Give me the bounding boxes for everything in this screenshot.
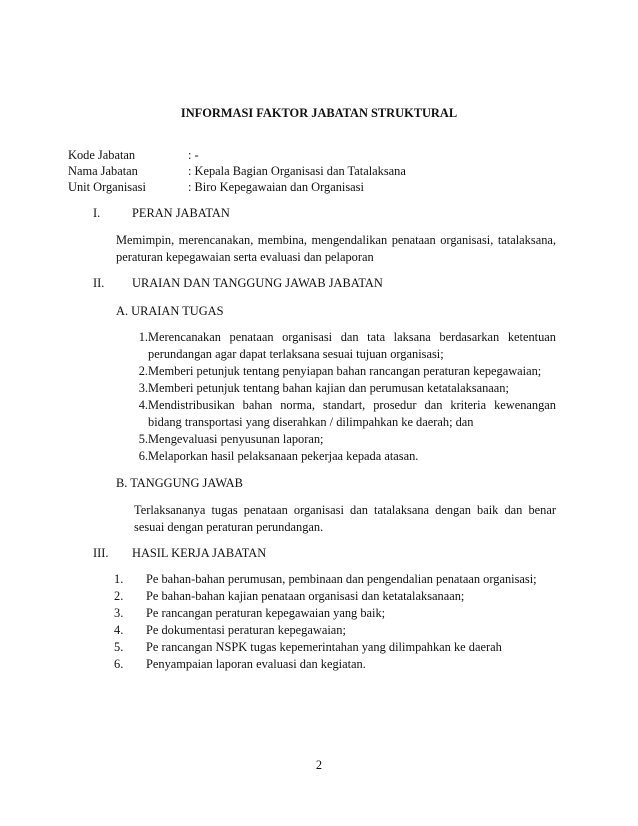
meta-value-nama-jabatan: : Kepala Bagian Organisasi dan Tatalaksana: [188, 164, 406, 178]
task-line: Mendistribusikan bahan norma, standart, prosedur dan kriteria kewenangan: [148, 398, 556, 412]
result-item: Pe rancangan NSPK tugas kepemerintahan yang dilimpahkan ke daerah: [146, 640, 502, 654]
section-1-number: I.: [93, 206, 101, 220]
subsection-b-paragraph: [134, 502, 556, 536]
result-item: Pe bahan-bahan perumusan, pembinaan dan pengendalian penataan organisasi;: [146, 572, 537, 586]
result-number: 3.: [114, 606, 124, 620]
meta-label-nama-jabatan: Nama Jabatan: [68, 164, 138, 178]
task-number: 6.: [138, 449, 148, 463]
task-number: 2.: [138, 364, 148, 378]
section-3-number: III.: [93, 546, 109, 560]
paragraph-line: sesuai dengan peraturan perundangan.: [134, 520, 324, 534]
task-item: [148, 398, 556, 432]
task-line: Melaporkan hasil pelaksanaan pekerjaa kepada atasan.: [148, 449, 419, 463]
paragraph-line: Terlaksananya tugas penataan organisasi dan tatalaksana dengan baik dan benar: [134, 503, 556, 517]
section-1-paragraph: [116, 232, 556, 266]
result-number: 4.: [114, 623, 124, 637]
task-number: 4.: [138, 398, 148, 412]
task-number: 1.: [138, 330, 148, 344]
section-2-number: II.: [93, 276, 105, 290]
section-1-title: PERAN JABATAN: [132, 206, 230, 220]
task-number: 3.: [138, 381, 148, 395]
page-number: 2: [315, 758, 323, 772]
meta-label-unit-organisasi: Unit Organisasi: [68, 180, 146, 194]
task-line: Mengevaluasi penyusunan laporan;: [148, 432, 324, 446]
task-item: [148, 330, 556, 364]
result-number: 5.: [114, 640, 124, 654]
result-item: Pe dokumentasi peraturan kepegawaian;: [146, 623, 346, 637]
paragraph-line: Memimpin, merencanakan, membina, mengendalikan penataan organisasi, tatalaksana,: [116, 233, 556, 247]
task-line: perundangan agar dapat terlaksana sesuai tujuan organisasi;: [148, 347, 444, 361]
subsection-a-title: A. URAIAN TUGAS: [116, 304, 224, 318]
section-3-title: HASIL KERJA JABATAN: [132, 546, 267, 560]
task-line: Memberi petunjuk tentang bahan kajian dan perumusan ketatalaksanaan;: [148, 381, 509, 395]
task-item: [148, 381, 556, 398]
result-item: Pe bahan-bahan kajian penataan organisasi dan ketatalaksanaan;: [146, 589, 465, 603]
meta-value-unit-organisasi: : Biro Kepegawaian dan Organisasi: [188, 180, 364, 194]
task-line: Merencanakan penataan organisasi dan tata laksana berdasarkan ketentuan: [148, 330, 556, 344]
task-item: [148, 432, 556, 449]
result-item: Pe rancangan peraturan kepegawaian yang baik;: [146, 606, 386, 620]
task-item: [148, 449, 556, 466]
task-item: [148, 364, 556, 381]
document-title: INFORMASI FAKTOR JABATAN STRUKTURAL: [180, 106, 458, 120]
result-number: 1.: [114, 572, 124, 586]
meta-value-kode-jabatan: : -: [188, 148, 199, 162]
task-number: 5.: [138, 432, 148, 446]
section-2-title: URAIAN DAN TANGGUNG JAWAB JABATAN: [132, 276, 383, 290]
result-number: 6.: [114, 657, 124, 671]
subsection-b-title: B. TANGGUNG JAWAB: [116, 476, 243, 490]
task-line: bidang transportasi yang diserahkan / dilimpahkan ke daerah; dan: [148, 415, 474, 429]
paragraph-line: peraturan kepegawaian serta evaluasi dan pelaporan: [116, 250, 374, 264]
result-number: 2.: [114, 589, 124, 603]
task-line: Memberi petunjuk tentang penyiapan bahan rancangan peraturan kepegawaian;: [148, 364, 542, 378]
meta-label-kode-jabatan: Kode Jabatan: [68, 148, 136, 162]
result-item: Penyampaian laporan evaluasi dan kegiatan.: [146, 657, 366, 671]
